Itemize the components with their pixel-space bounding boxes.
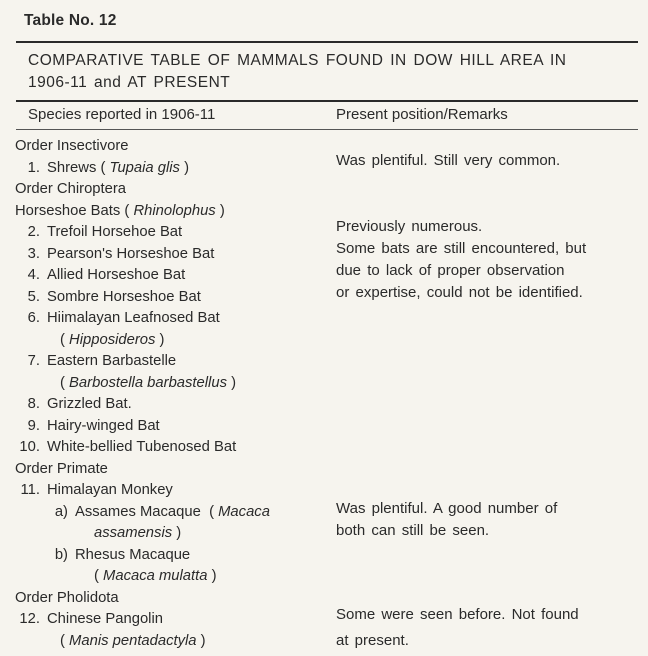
header-bottom-rule (16, 129, 638, 130)
remark-line: Was plentiful. Still very common. (336, 152, 561, 169)
remark-line: due to lack of proper observation (336, 262, 565, 279)
remark-line: Was plentiful. A good number of (336, 500, 558, 517)
species-row: 6. Hiimalayan Leafnosed Bat (27, 310, 220, 326)
table-number: Table No. 12 (24, 12, 117, 29)
species-subrow: b) Rhesus Macaque (54, 546, 191, 563)
remark-monkey (336, 498, 626, 542)
species-row: 8. Grizzled Bat. (27, 396, 132, 412)
species-subrow-continued: assamensis ) (94, 525, 182, 541)
table-title (28, 50, 628, 94)
species-row: 2. Trefoil Horsehoe Bat (27, 224, 183, 240)
remark-line: Previously numerous. (336, 218, 483, 235)
order-heading: Order Pholidota (15, 589, 119, 606)
species-subrow: a) Assames Macaque ( Macaca (54, 503, 270, 520)
title-line-1: COMPARATIVE TABLE OF MAMMALS FOUND IN DOW HILL AREA IN (28, 52, 567, 69)
column-header-species: Species reported in 1906-11 (28, 106, 216, 123)
order-heading: Order Insectivore (15, 138, 129, 154)
top-rule (16, 41, 638, 43)
remark-line: both can still be seen. (336, 522, 490, 539)
remark-line: Some bats are still encountered, but (336, 240, 587, 257)
species-row-continued: ( Hipposideros ) (60, 331, 165, 348)
column-header-remarks: Present position/Remarks (336, 106, 508, 123)
species-row-continued: ( Barbostella barbastellus ) (60, 374, 237, 391)
species-row: 9. Hairy-winged Bat (27, 417, 160, 434)
remark-bats (336, 216, 626, 304)
species-row: 1. Shrews ( Tupaia glis ) (27, 159, 190, 176)
species-row: 5. Sombre Horseshoe Bat (27, 288, 201, 305)
species-row: 12. Chinese Pangolin (19, 611, 163, 627)
remark-shrews (336, 150, 626, 172)
species-subrow-continued: ( Macaca mulatta ) (94, 568, 217, 584)
species-row: 7. Eastern Barbastelle (27, 353, 177, 369)
order-heading: Order Primate (15, 460, 108, 477)
header-top-rule (16, 100, 638, 102)
remark-line: or expertise, could not be identified. (336, 284, 583, 301)
species-row: 3. Pearson's Horseshoe Bat (27, 245, 215, 262)
species-row: 4. Allied Horseshoe Bat (27, 267, 186, 283)
species-row: 10. White-bellied Tubenosed Bat (19, 439, 237, 455)
species-row-continued: ( Manis pentadactyla ) (60, 632, 206, 649)
order-heading: Order Chiroptera (15, 181, 127, 197)
remark-line: at present. (336, 632, 409, 649)
group-heading: Horseshoe Bats ( Rhinolophus ) (15, 202, 225, 219)
species-column (14, 136, 324, 652)
remark-pangolin (336, 602, 626, 654)
species-row: 11. Himalayan Monkey (20, 482, 173, 498)
remark-line: Some were seen before. Not found (336, 606, 579, 623)
title-line-2: 1906-11 and AT PRESENT (28, 74, 231, 91)
